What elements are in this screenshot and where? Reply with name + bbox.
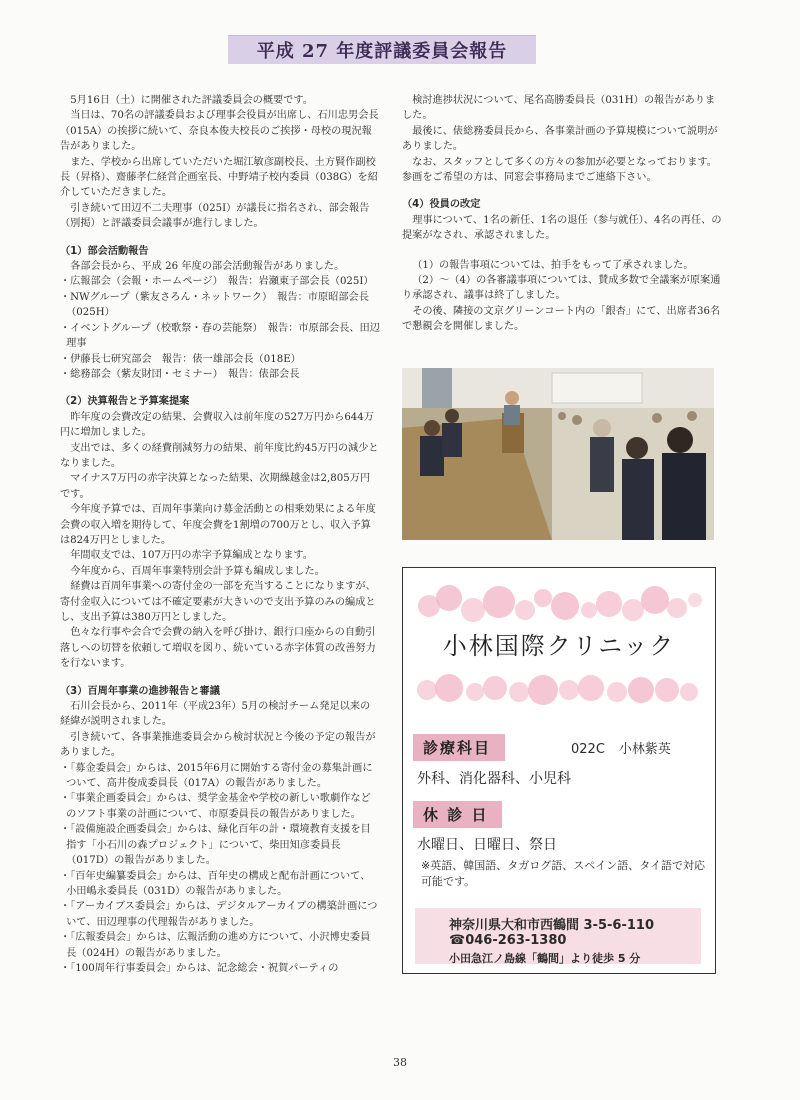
paragraph-spacer: [402, 244, 724, 258]
section-2-heading: （2）決算報告と予算案提案: [60, 396, 190, 408]
body-paragraph: なお、スタッフとして多くの方々の参加が必要となっております。参画をご希望の方は、同窓会事務局までご連絡下さい。: [402, 156, 717, 184]
clinic-phone: ☎046-263-1380: [449, 933, 567, 948]
doctor-code: 022C: [571, 742, 605, 757]
decorative-dots-top: [415, 580, 703, 626]
clinic-access: 小田急江ノ島線「鶴間」より徒歩 5 分: [449, 952, 641, 965]
list-item: ・「募金委員会」からは、2015年6月に開始する寄付金の募集計画について、高井俊成委員長（017A）の報告がありました。: [60, 762, 373, 790]
doctor-info: [571, 738, 685, 757]
list-item: ・NWグループ（紫友さろん・ネットワーク） 報告：市原昭部会長（025H）: [60, 291, 369, 319]
body-paragraph: 年間収支では、107万円の赤字予算編成となります。: [70, 550, 313, 562]
body-paragraph: 引き続いて、各事業推進委員会から検討状況と今後の予定の報告がありました。: [60, 731, 376, 759]
list-item: ・広報部会（会報・ホームページ） 報告：岩瀬東子部会長（025I）: [60, 276, 374, 288]
list-item: ・「アーカイブス委員会」からは、デジタルアーカイブの構築計画について、田辺理事の代理報告がありました。: [60, 901, 378, 928]
list-item: ・「広報委員会」からは、広報活動の進め方について、小沢博史委員長（024H）の報告がありました。: [60, 932, 371, 959]
left-column: [60, 93, 380, 976]
decorative-dots-bottom: [415, 668, 703, 714]
body-paragraph: 検討進捗状況について、尾名高勝委員長（031H）の報告がありました。: [402, 95, 716, 122]
body-paragraph: 昨年度の会費改定の結果、会費収入は前年度の527万円から644万円に増加しました。: [60, 411, 374, 439]
body-paragraph: 最後に、俵総務委員長から、各事業計画の予算規模について説明がありました。: [402, 125, 718, 153]
body-paragraph: 理事について、1名の新任、1名の退任（参与就任）、4名の再任、の提案がなされ、承認されました。: [402, 214, 722, 242]
list-item: ・「百年史編纂委員会」からは、百年史の構成と配布計画について、小田嶋永委員長（031D）の報告がありました。: [60, 870, 371, 897]
intro-paragraph: 引き続いて田辺不二夫理事（025I）が議長に指名され、部会報告（別掲）と評議委員会議事が進行しました。: [60, 202, 370, 230]
body-paragraph: 色々な行事や会合で会費の納入を呼び掛け、銀行口座からの自動引落しへの切替を依頼して増収を図り、続いている赤字体質の改善努力を行ないます。: [60, 627, 376, 670]
list-item: ・「100周年行事委員会」からは、記念総会・祝賀パーティの: [60, 962, 339, 974]
right-column: [402, 93, 724, 335]
list-item: ・伊藤長七研究部会 報告：俵一雄部会長（018E）: [60, 353, 301, 365]
section-1-heading: （1）部会活動報告: [60, 245, 149, 257]
intro-paragraph: 当日は、70名の評議委員および理事会役員が出席し、石川忠男会長（015A）の挨拶に続いて、奈良本俊夫校長のご挨拶・母校の現況報告がありました。: [60, 110, 379, 153]
closed-days-text: 水曜日、日曜日、祭日: [417, 837, 557, 853]
list-item: ・総務部会（紫友財団・セミナー） 報告：俵部会長: [60, 368, 300, 380]
section-3-heading: （3）百周年事業の進捗報告と審議: [60, 685, 220, 697]
body-paragraph: 今年度から、百周年事業特別会計予算も編成しました。: [70, 565, 325, 577]
clinic-address: 神奈川県大和市西鶴間 3-5-6-110: [449, 918, 654, 933]
meeting-photo: [402, 368, 714, 540]
intro-paragraph: 5月16日（土）に開催された評議委員会の概要です。: [70, 95, 313, 106]
intro-paragraph: また、学校から出席していただいた堀江敏彦副校長、土方賢作副校長（昇格）、齋藤孝仁経営企画室長、中野靖子校内委員（038G）を紹介していただきました。: [60, 156, 378, 199]
clinic-name: 小林国際クリニック: [442, 632, 676, 660]
body-paragraph: （1）の報告事項については、拍手をもって了承されました。: [412, 259, 694, 271]
report-title-bar: [228, 35, 536, 64]
clinic-advertisement: [402, 567, 716, 974]
section-1-lead: 各部会長から、平成 26 年度の部会活動報告がありました。: [70, 261, 345, 273]
closed-days-label: 休 診 日: [413, 801, 502, 828]
section-4-heading: （4）役員の改定: [402, 199, 481, 211]
page-number: 38: [393, 1056, 407, 1069]
address-box: [415, 908, 701, 964]
body-paragraph: その後、隣接の文京グリーンコート内の「銀杏」にて、出席者36名で懇親会を開催しました。: [402, 305, 721, 333]
body-paragraph: 石川会長から、2011年（平成23年）5月の検討チーム発足以来の経緯が説明されました。: [60, 701, 371, 728]
list-item: ・「事業企画委員会」からは、奨学金基金や学校の新しい歌劇作などのソフト事業の計画について、市原委員長の報告がありました。: [60, 793, 371, 820]
department-label: 診療科目: [413, 734, 505, 761]
body-paragraph: 支出では、多くの経費削減努力の結果、前年度比約45万円の減少となりました。: [60, 442, 379, 469]
body-paragraph: （2）～（4）の各審議事項については、賛成多数で全議案が原案通り承認され、議事は終了しました。: [402, 275, 721, 302]
body-paragraph: 今年度予算では、百周年事業向け募金活動との相乗効果による年度会費の収入増を期待して、年度会費を1割増の700万とし、収入予算は824万円としました。: [60, 504, 376, 546]
body-paragraph: マイナス7万円の赤字決算となった結果、次期繰越金は2,805万円です。: [60, 473, 371, 500]
departments-text: 外科、消化器科、小児科: [417, 771, 571, 787]
list-item: ・イベントグループ（校歌祭・春の芸能祭） 報告：市原部会長、田辺理事: [60, 322, 380, 350]
doctor-name: 小林紫英: [618, 742, 671, 757]
list-item: ・「設備施設企画委員会」からは、緑化百年の計・環境教育支援を目指す「小石川の森プロジェクト」について、柴田知彦委員長（017D）の報告がありました。: [60, 824, 371, 867]
language-note: ※英語、韓国語、タガログ語、スペイン語、タイ語で対応可能です。: [421, 859, 705, 888]
meeting-photo-illustration: [402, 368, 714, 540]
report-title: 平成 27 年度評議委員会報告: [256, 41, 508, 62]
body-paragraph: 経費は百周年事業への寄付金の一部を充当することになりますが、寄付金収入については不確定要素が大きいので支出予算のみの編成とし、支出予算は380万円としました。: [60, 581, 376, 623]
